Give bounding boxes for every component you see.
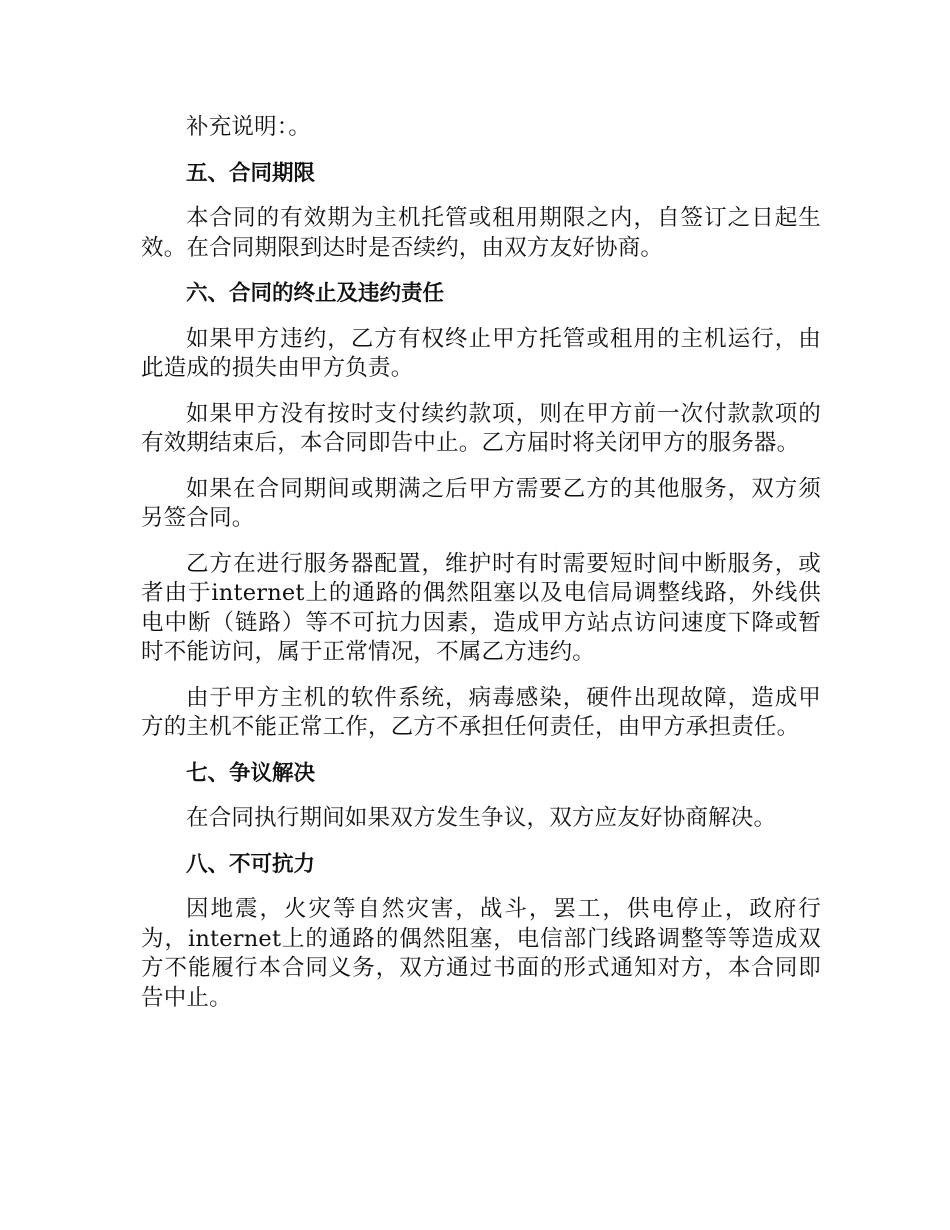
section-heading-dispute-resolution: 七、争议解决 xyxy=(186,760,316,786)
force-majeure-paragraph: 因地震，火灾等自然灾害，战斗，罢工，供电停止，政府行为，internet上的通路的偶然阻塞，电信部门线路调整等等造成双方不能履行本合同义务，双方通过书面的形式通知对方，本合同即告中止。 xyxy=(141,896,821,1011)
contract-term-paragraph: 本合同的有效期为主机托管或租用期限之内，自签订之日起生效。在合同期限到达时是否续约，由双方友好协商。 xyxy=(141,205,821,261)
termination-paragraph-4: 乙方在进行服务器配置，维护时有时需要短时间中断服务，或者由于internet上的通路的偶然阻塞以及电信局调整线路，外线供电中断（链路）等不可抗力因素，造成甲方站点访问速度下降或暂时不能访问，属于正常情况，不属乙方违约。 xyxy=(141,550,821,665)
section-heading-force-majeure: 八、不可抗力 xyxy=(186,851,316,877)
dispute-paragraph: 在合同执行期间如果双方发生争议，双方应友好协商解决。 xyxy=(186,805,777,831)
document-body xyxy=(141,113,821,1029)
section-heading-contract-term: 五、合同期限 xyxy=(186,160,316,186)
supplement-note: 补充说明：。 xyxy=(186,114,311,140)
termination-paragraph-5: 由于甲方主机的软件系统，病毒感染，硬件出现故障，造成甲方的主机不能正常工作，乙方不承担任何责任，由甲方承担责任。 xyxy=(141,684,821,740)
termination-paragraph-3: 如果在合同期间或期满之后甲方需要乙方的其他服务，双方须另签合同。 xyxy=(141,475,821,531)
termination-paragraph-2: 如果甲方没有按时支付续约款项，则在甲方前一次付款款项的有效期结束后，本合同即告中止。乙方届时将关闭甲方的服务器。 xyxy=(141,400,821,456)
termination-paragraph-1: 如果甲方违约，乙方有权终止甲方托管或租用的主机运行，由此造成的损失由甲方负责。 xyxy=(141,325,821,381)
section-heading-termination-liability: 六、合同的终止及违约责任 xyxy=(186,281,445,306)
